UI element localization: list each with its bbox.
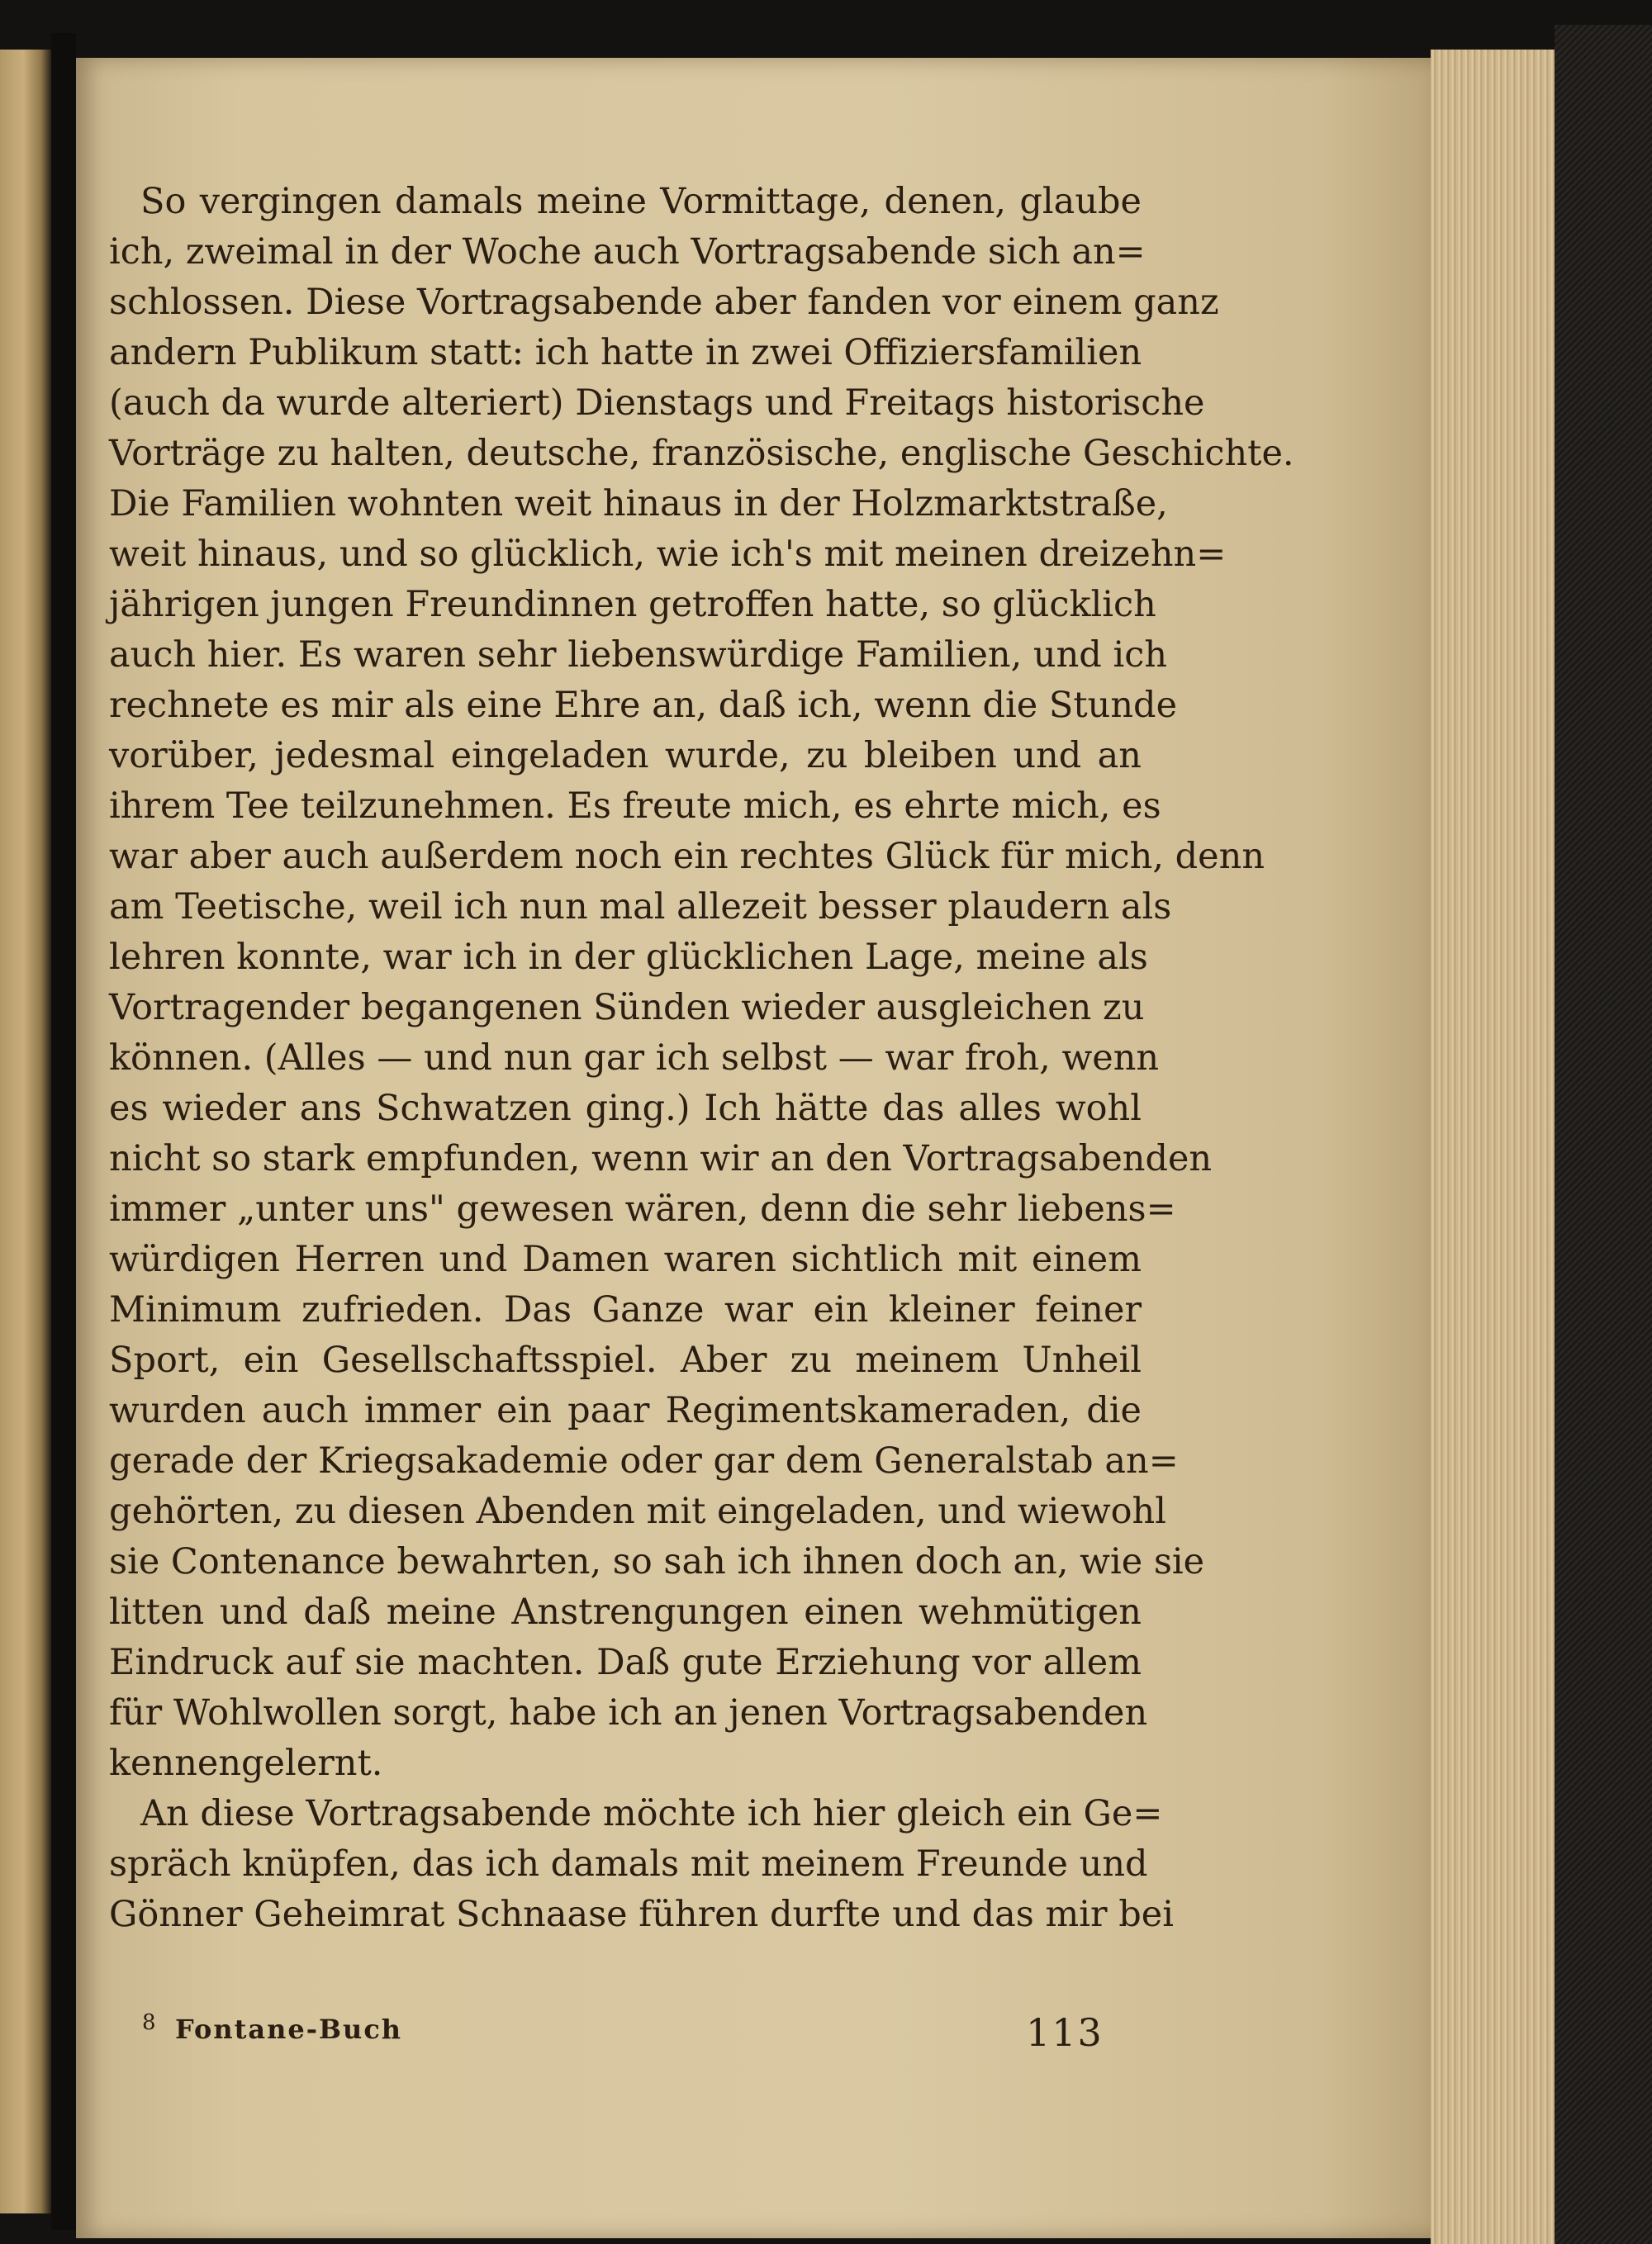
text-line: weit hinaus, und so glücklich, wie ich's mit meinen dreizehn= — [109, 534, 1227, 575]
book-cover — [1555, 25, 1652, 2244]
text-line: Gönner Geheimrat Schnaase führen durfte und das mir bei — [109, 1894, 1174, 1935]
text-line: ihrem Tee teilzunehmen. Es freute mich, es ehrte mich, es — [109, 785, 1161, 827]
text-line: würdigen Herren und Damen waren sichtlich mit einem — [109, 1239, 1142, 1280]
signature-mark: 8 — [142, 2010, 156, 2035]
text-line: können. (Alles — und nun gar ich selbst — war froh, wenn — [109, 1037, 1160, 1079]
text-line: ich, zweimal in der Woche auch Vortragsabende sich an= — [109, 231, 1146, 273]
text-line: war aber auch außerdem noch ein rechtes Glück für mich, denn — [109, 836, 1265, 877]
text-line: es wieder ans Schwatzen ging.) Ich hätte das alles wohl — [109, 1088, 1142, 1129]
text-line: (auch da wurde alteriert) Dienstags und Freitags historische — [109, 382, 1205, 424]
text-line: spräch knüpfen, das ich damals mit meinem Freunde und — [109, 1843, 1148, 1885]
body-text — [109, 177, 1294, 1940]
text-line: An diese Vortragsabende möchte ich hier gleich ein Ge= — [140, 1793, 1163, 1834]
page-number: 113 — [1026, 2010, 1104, 2055]
text-line: am Teetische, weil ich nun mal allezeit besser plaudern als — [109, 886, 1172, 927]
text-line: Sport, ein Gesellschaftsspiel. Aber zu meinem Unheil — [109, 1340, 1142, 1381]
text-line: schlossen. Diese Vortragsabende aber fanden vor einem ganz — [109, 282, 1219, 323]
text-line: Minimum zufrieden. Das Ganze war ein kleiner feiner — [109, 1289, 1142, 1331]
text-line: nicht so stark empfunden, wenn wir an den Vortragsabenden — [109, 1138, 1213, 1179]
text-line: wurden auch immer ein paar Regimentskameraden, die — [109, 1390, 1142, 1431]
signature-title: Fontane-Buch — [175, 2014, 403, 2045]
text-line: vorüber, jedesmal eingeladen wurde, zu bleiben und an — [109, 735, 1142, 776]
text-line: immer „unter uns" gewesen wären, denn die sehr liebens= — [109, 1188, 1176, 1230]
text-line: Vortragender begangenen Sünden wieder ausgleichen zu — [109, 987, 1145, 1028]
page-footer — [109, 2007, 1142, 2057]
text-line: gerade der Kriegsakademie oder gar dem Generalstab an= — [109, 1440, 1179, 1482]
text-line: jährigen jungen Freundinnen getroffen hatte, so glücklich — [109, 584, 1156, 625]
text-line: rechnete es mir als eine Ehre an, daß ich, wenn die Stunde — [109, 685, 1178, 726]
book-gutter — [51, 33, 76, 2230]
text-line: kennengelernt. — [109, 1743, 383, 1784]
text-line: lehren konnte, war ich in der glücklichen Lage, meine als — [109, 937, 1148, 978]
text-line: gehörten, zu diesen Abenden mit eingeladen, und wiewohl — [109, 1491, 1167, 1532]
page-edges — [1431, 50, 1555, 2244]
text-line: andern Publikum statt: ich hatte in zwei Offiziersfamilien — [109, 332, 1142, 373]
left-page-edge — [0, 50, 51, 2213]
text-line: auch hier. Es waren sehr liebenswürdige Familien, und ich — [109, 634, 1168, 676]
text-line: für Wohlwollen sorgt, habe ich an jenen Vortragsabenden — [109, 1692, 1148, 1734]
text-line: Vorträge zu halten, deutsche, französische, englische Geschichte. — [109, 433, 1294, 474]
text-line: Eindruck auf sie machten. Daß gute Erziehung vor allem — [109, 1642, 1142, 1683]
text-line: So vergingen damals meine Vormittage, denen, glaube — [140, 181, 1142, 222]
text-line: Die Familien wohnten weit hinaus in der Holzmarktstraße, — [109, 483, 1168, 524]
text-line: litten und daß meine Anstrengungen einen wehmütigen — [109, 1592, 1142, 1633]
text-line: sie Contenance bewahrten, so sah ich ihnen doch an, wie sie — [109, 1541, 1205, 1582]
